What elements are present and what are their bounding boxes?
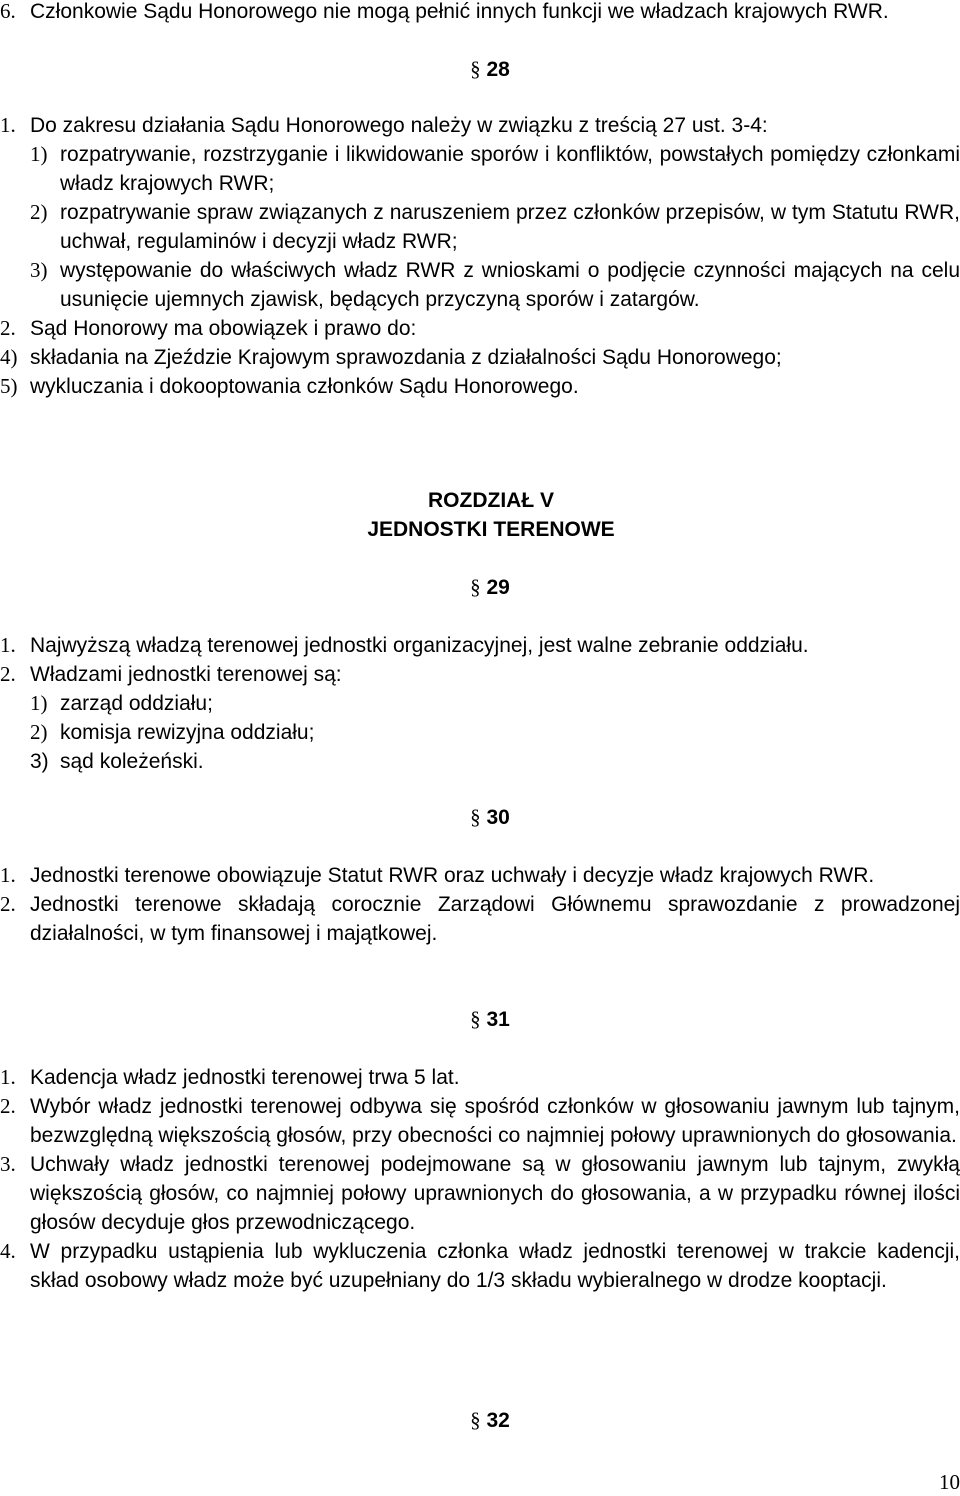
list-item (0, 343, 960, 372)
subitem-text: sąd koleżeński. (60, 750, 204, 773)
paragraph-text: Władzami jednostki terenowej są: (30, 663, 342, 686)
paragraph-text: W przypadku ustąpienia lub wykluczenia członka władz jednostki terenowej w trakcie kadencji, skład osobowy władz może być uzupełniany do 1/3 składu wybieralnego w drodze kooptacji. (30, 1240, 960, 1292)
paragraph-6 (0, 0, 960, 26)
paragraph-number: 6. (0, 0, 16, 23)
section-symbol: § (470, 1408, 481, 1432)
paragraph-number: 1. (0, 1065, 16, 1089)
section-heading-28 (0, 55, 960, 84)
paragraph-text: Do zakresu działania Sądu Honorowego należy w związku z treścią 27 ust. 3-4: (30, 114, 768, 137)
list-item (0, 718, 960, 747)
list-item (0, 372, 960, 401)
section-heading-29 (0, 573, 960, 602)
paragraph-text: Kadencja władz jednostki terenowej trwa 5 lat. (30, 1066, 460, 1089)
list-item (0, 256, 960, 314)
list-item (0, 111, 960, 140)
chapter-number: ROZDZIAŁ V (428, 489, 554, 512)
paragraph-text: Sąd Honorowy ma obowiązek i prawo do: (30, 317, 417, 340)
paragraph-number: 1. (0, 633, 16, 657)
section-heading-31 (0, 1005, 960, 1034)
list-item (0, 631, 960, 660)
list-item (0, 689, 960, 718)
paragraph-text: Uchwały władz jednostki terenowej podejmowane są w głosowaniu jawnym lub tajnym, zwykłą większością głosów, co najmniej połowy uprawnionych do głosowania, a w przypadku równej ilości głosów decyduje głos przewodniczącego. (30, 1153, 960, 1234)
list-item (0, 1063, 960, 1092)
paragraph-number: 1. (0, 113, 16, 137)
subitem-text: występowanie do właściwych władz RWR z wnioskami o podjęcie czynności mających na celu usunięcie ujemnych zjawisk, będących przyczyną sporów i zatargów. (60, 259, 960, 311)
paragraph-text: Jednostki terenowe składają corocznie Zarządowi Głównemu sprawozdanie z prowadzonej działalności, w tym finansowej i majątkowej. (30, 893, 960, 945)
subitem-text: rozpatrywanie, rozstrzyganie i likwidowanie sporów i konfliktów, powstałych pomiędzy członkami władz krajowych RWR; (60, 143, 960, 195)
list-item (0, 1092, 960, 1150)
paragraph-number: 4. (0, 1239, 16, 1263)
section-symbol: § (470, 57, 481, 81)
paragraph-number: 2. (0, 316, 16, 340)
subitem-text: składania na Zjeździe Krajowym sprawozdania z działalności Sądu Honorowego; (30, 346, 782, 369)
section-number: 28 (486, 58, 510, 81)
subitem-number: 4) (0, 345, 18, 369)
subitem-text: wykluczania i dokooptowania członków Sądu Honorowego. (30, 375, 579, 398)
list-item (0, 314, 960, 343)
paragraph-number: 2. (0, 892, 16, 916)
subitem-text: komisja rewizyjna oddziału; (60, 721, 315, 744)
list-item (0, 140, 960, 198)
section-28-body (0, 111, 960, 401)
section-symbol: § (470, 575, 481, 599)
subitem-number: 1) (30, 691, 48, 715)
subitem-number: 3) (30, 750, 49, 773)
section-number: 31 (486, 1008, 510, 1031)
paragraph-text: Wybór władz jednostki terenowej odbywa się spośród członków w głosowaniu jawnym lub tajnym, bezwzględną większością głosów, przy obecności co najmniej połowy uprawnionych do głosowania. (30, 1095, 960, 1147)
subitem-number: 2) (30, 720, 48, 744)
chapter-title: JEDNOSTKI TERENOWE (367, 518, 615, 541)
paragraph-number: 2. (0, 662, 16, 686)
list-item (0, 1237, 960, 1295)
subitem-text: rozpatrywanie spraw związanych z naruszeniem przez członków przepisów, w tym Statutu RWR, uchwał, regulaminów i decyzji władz RWR; (60, 201, 960, 253)
subitem-number: 1) (30, 142, 48, 166)
section-symbol: § (470, 805, 481, 829)
list-item (0, 890, 960, 948)
page-number: 10 (939, 1470, 960, 1494)
subitem-number: 2) (30, 200, 48, 224)
section-symbol: § (470, 1007, 481, 1031)
section-heading-32 (0, 1406, 960, 1435)
subitem-number: 3) (30, 258, 48, 282)
paragraph-number: 2. (0, 1094, 16, 1118)
paragraph-text: Członkowie Sądu Honorowego nie mogą pełnić innych funkcji we władzach krajowych RWR. (30, 0, 889, 23)
subitem-number: 5) (0, 374, 18, 398)
list-item (0, 198, 960, 256)
list-item (0, 747, 960, 776)
paragraph-number: 1. (0, 863, 16, 887)
section-number: 29 (486, 576, 510, 599)
chapter-heading (0, 486, 960, 544)
section-number: 32 (486, 1409, 510, 1432)
list-item (0, 861, 960, 890)
section-30-body (0, 861, 960, 948)
list-item (0, 1150, 960, 1237)
section-heading-30 (0, 803, 960, 832)
subitem-text: zarząd oddziału; (60, 692, 213, 715)
paragraph-text: Najwyższą władzą terenowej jednostki organizacyjnej, jest walne zebranie oddziału. (30, 634, 809, 657)
list-item (0, 660, 960, 689)
section-number: 30 (486, 806, 510, 829)
paragraph-text: Jednostki terenowe obowiązuje Statut RWR oraz uchwały i decyzje władz krajowych RWR. (30, 864, 875, 887)
section-29-body (0, 631, 960, 776)
paragraph-number: 3. (0, 1152, 16, 1176)
section-31-body (0, 1063, 960, 1295)
